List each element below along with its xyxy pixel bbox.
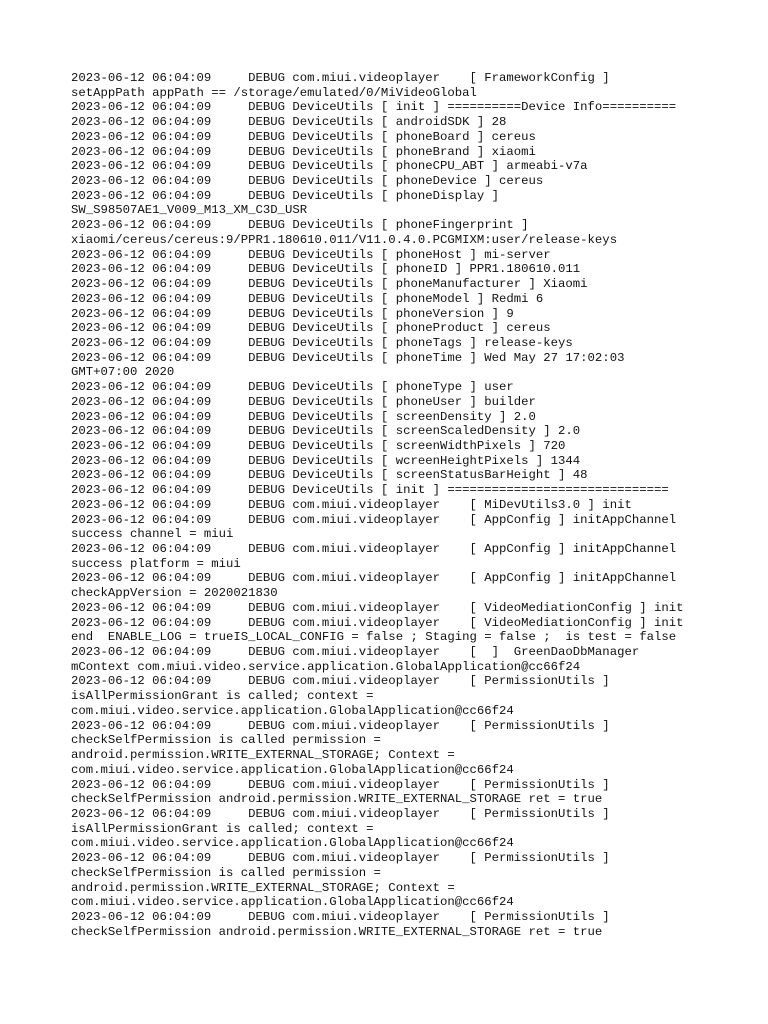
log-line: 2023-06-12 06:04:09 DEBUG DeviceUtils [ phoneBrand ] xiaomi xyxy=(71,144,536,159)
log-line: success platform = miui xyxy=(71,556,241,571)
log-line: 2023-06-12 06:04:09 DEBUG DeviceUtils [ wcreenHeightPixels ] 1344 xyxy=(71,453,581,468)
log-line: 2023-06-12 06:04:09 DEBUG com.miui.videoplayer [ PermissionUtils ] xyxy=(71,674,610,689)
log-line: isAllPermissionGrant is called; context = xyxy=(71,821,374,836)
log-line: 2023-06-12 06:04:09 DEBUG com.miui.videoplayer [ ] GreenDaoDbManager xyxy=(71,645,640,660)
log-line: success channel = miui xyxy=(71,527,234,542)
log-line: setAppPath appPath == /storage/emulated/0/MiVideoGlobal xyxy=(71,85,477,100)
log-line: 2023-06-12 06:04:09 DEBUG DeviceUtils [ screenWidthPixels ] 720 xyxy=(71,438,566,453)
log-line: 2023-06-12 06:04:09 DEBUG DeviceUtils [ phoneDevice ] cereus xyxy=(71,174,544,189)
log-line: com.miui.video.service.application.GlobalApplication@cc66f24 xyxy=(71,895,514,910)
log-line: 2023-06-12 06:04:09 DEBUG com.miui.videoplayer [ PermissionUtils ] xyxy=(71,777,610,792)
log-line: 2023-06-12 06:04:09 DEBUG DeviceUtils [ phoneManufacturer ] Xiaomi xyxy=(71,277,588,292)
log-line: checkSelfPermission android.permission.WRITE_EXTERNAL_STORAGE ret = true xyxy=(71,924,603,939)
log-document xyxy=(71,71,711,939)
log-line: android.permission.WRITE_EXTERNAL_STORAGE; Context = xyxy=(71,880,455,895)
log-line: 2023-06-12 06:04:09 DEBUG com.miui.videoplayer [ PermissionUtils ] xyxy=(71,851,610,866)
log-line: GMT+07:00 2020 xyxy=(71,365,175,380)
log-line: end ENABLE_LOG = trueIS_LOCAL_CONFIG = false ; Staging = false ; is test = false xyxy=(71,630,677,645)
log-line: 2023-06-12 06:04:09 DEBUG com.miui.videoplayer [ PermissionUtils ] xyxy=(71,718,610,733)
log-line: 2023-06-12 06:04:09 DEBUG DeviceUtils [ screenStatusBarHeight ] 48 xyxy=(71,468,588,483)
log-line: mContext com.miui.video.service.application.GlobalApplication@cc66f24 xyxy=(71,659,581,674)
log-line: isAllPermissionGrant is called; context = xyxy=(71,689,374,704)
log-line: 2023-06-12 06:04:09 DEBUG com.miui.videoplayer [ AppConfig ] initAppChannel xyxy=(71,512,677,527)
log-line: 2023-06-12 06:04:09 DEBUG DeviceUtils [ screenDensity ] 2.0 xyxy=(71,409,536,424)
log-line: checkSelfPermission is called permission = xyxy=(71,865,381,880)
log-line: com.miui.video.service.application.GlobalApplication@cc66f24 xyxy=(71,836,514,851)
log-line: 2023-06-12 06:04:09 DEBUG DeviceUtils [ init ] ============================== xyxy=(71,483,669,498)
log-line: checkAppVersion = 2020021830 xyxy=(71,586,278,601)
log-line: SW_S98507AE1_V009_M13_XM_C3D_USR xyxy=(71,203,308,218)
log-line: 2023-06-12 06:04:09 DEBUG DeviceUtils [ phoneType ] user xyxy=(71,380,514,395)
log-line: com.miui.video.service.application.GlobalApplication@cc66f24 xyxy=(71,762,514,777)
log-line: 2023-06-12 06:04:09 DEBUG DeviceUtils [ phoneTime ] Wed May 27 17:02:03 xyxy=(71,350,625,365)
log-line: 2023-06-12 06:04:09 DEBUG com.miui.videoplayer [ AppConfig ] initAppChannel xyxy=(71,542,677,556)
log-line: checkSelfPermission is called permission = xyxy=(71,733,381,748)
log-line: 2023-06-12 06:04:09 DEBUG com.miui.videoplayer [ PermissionUtils ] xyxy=(71,909,610,924)
log-line: 2023-06-12 06:04:09 DEBUG com.miui.videoplayer [ VideoMediationConfig ] init xyxy=(71,600,684,615)
log-line: xiaomi/cereus/cereus:9/PPR1.180610.011/V11.0.4.0.PCGMIXM:user/release-keys xyxy=(71,232,618,247)
log-line: 2023-06-12 06:04:09 DEBUG DeviceUtils [ screenScaledDensity ] 2.0 xyxy=(71,424,581,439)
log-line: 2023-06-12 06:04:09 DEBUG com.miui.videoplayer [ VideoMediationConfig ] init xyxy=(71,615,684,630)
log-line: 2023-06-12 06:04:09 DEBUG DeviceUtils [ phoneDisplay ] xyxy=(71,188,500,203)
log-line: 2023-06-12 06:04:09 DEBUG DeviceUtils [ phoneTags ] release-keys xyxy=(71,335,573,350)
log-line: 2023-06-12 06:04:09 DEBUG DeviceUtils [ androidSDK ] 28 xyxy=(71,115,507,130)
log-line: 2023-06-12 06:04:09 DEBUG com.miui.videoplayer [ FrameworkConfig ] xyxy=(71,71,610,85)
log-line: 2023-06-12 06:04:09 DEBUG DeviceUtils [ phoneProduct ] cereus xyxy=(71,321,551,336)
log-line: 2023-06-12 06:04:09 DEBUG DeviceUtils [ phoneID ] PPR1.180610.011 xyxy=(71,262,581,277)
log-line: 2023-06-12 06:04:09 DEBUG DeviceUtils [ phoneUser ] builder xyxy=(71,394,536,409)
log-line: 2023-06-12 06:04:09 DEBUG DeviceUtils [ phoneFingerprint ] xyxy=(71,218,529,233)
log-line: checkSelfPermission android.permission.WRITE_EXTERNAL_STORAGE ret = true xyxy=(71,792,603,807)
log-line: 2023-06-12 06:04:09 DEBUG com.miui.videoplayer [ MiDevUtils3.0 ] init xyxy=(71,497,632,512)
log-line: 2023-06-12 06:04:09 DEBUG com.miui.videoplayer [ PermissionUtils ] xyxy=(71,806,610,821)
log-line: 2023-06-12 06:04:09 DEBUG DeviceUtils [ phoneVersion ] 9 xyxy=(71,306,514,321)
log-line: 2023-06-12 06:04:09 DEBUG DeviceUtils [ phoneHost ] mi-server xyxy=(71,247,551,262)
log-line: 2023-06-12 06:04:09 DEBUG DeviceUtils [ init ] ==========Device Info========== xyxy=(71,100,677,115)
log-line: 2023-06-12 06:04:09 DEBUG DeviceUtils [ phoneCPU_ABT ] armeabi-v7a xyxy=(71,159,588,174)
log-line: 2023-06-12 06:04:09 DEBUG DeviceUtils [ phoneBoard ] cereus xyxy=(71,129,536,144)
log-line: 2023-06-12 06:04:09 DEBUG DeviceUtils [ phoneModel ] Redmi 6 xyxy=(71,291,544,306)
log-line: android.permission.WRITE_EXTERNAL_STORAGE; Context = xyxy=(71,748,455,763)
log-line: com.miui.video.service.application.GlobalApplication@cc66f24 xyxy=(71,703,514,718)
log-line: 2023-06-12 06:04:09 DEBUG com.miui.videoplayer [ AppConfig ] initAppChannel xyxy=(71,571,677,586)
